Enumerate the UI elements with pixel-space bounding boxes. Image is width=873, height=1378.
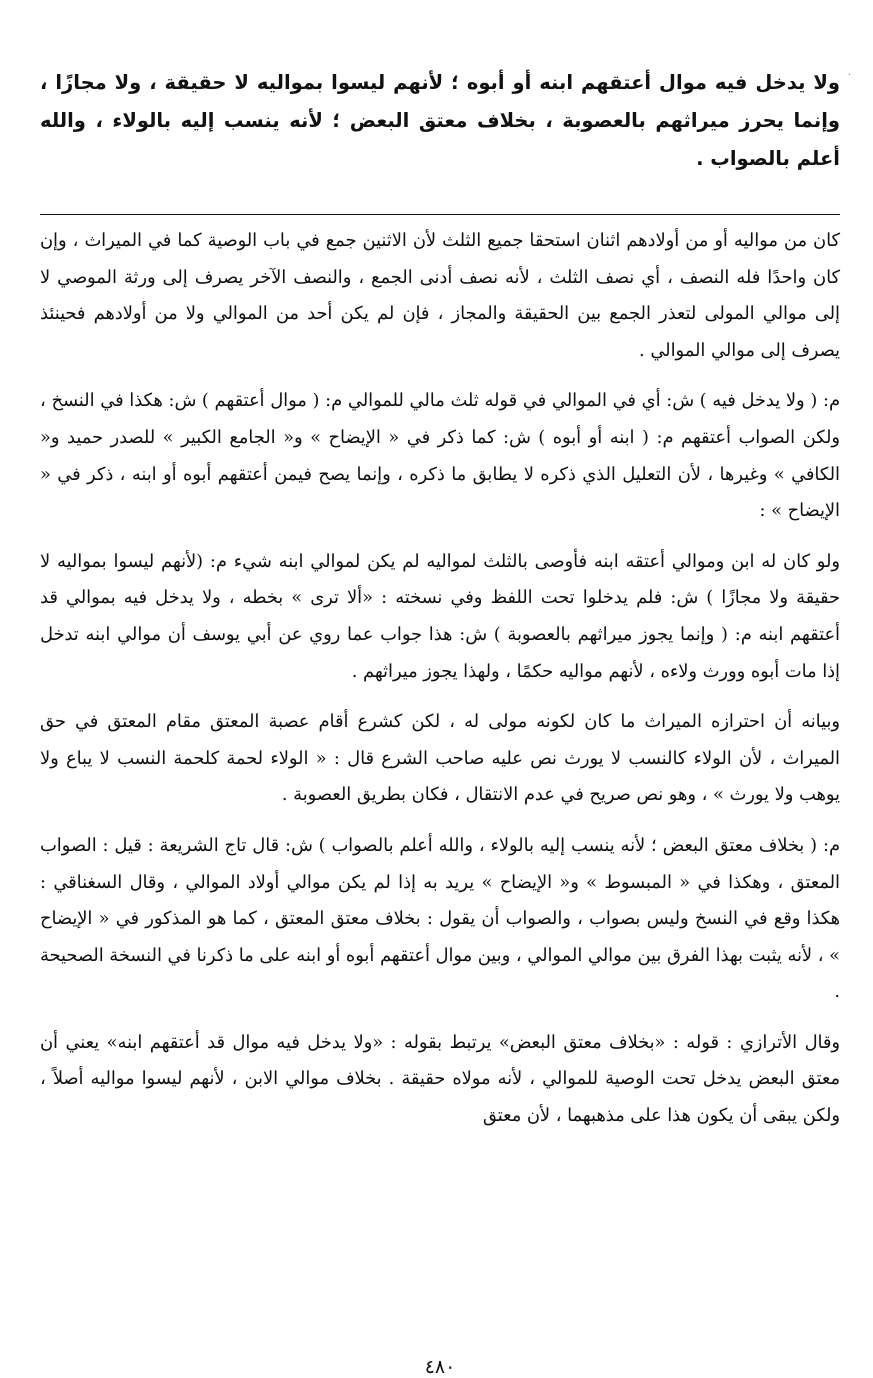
book-page bbox=[40, 56, 840, 1378]
commentary-paragraph: م: ( ولا يدخل فيه ) ش: أي في الموالي في قوله ثلث مالي للموالي م: ( موال أعتقهم ) ش: هكذا في النسخ ، ولكن الصواب أعتقهم م: ( ابنه أو أبوه ) ش: كما ذكر في « الإيضاح » و« الجامع الكبير » للصدر حميد و« الكافي » وغيرها ، لأن التعليل الذي ذكره لا يطابق ما ذكره ، وإنما يصح فيمن أعتقهم أبوه أو ابنه ، ذكر في « الإيضاح » : bbox=[40, 390, 840, 522]
commentary-paragraph: وقال الأترازي : قوله : «بخلاف معتق البعض» يرتبط بقوله : «ولا يدخل فيه موال قد أعتقهم ابنه» يعني أن معتق البعض يدخل تحت الوصية للموالي ، لأنه مولاه حقيقة . بخلاف موالي الابن ، لأنهم ليسوا مواليه أصلاً ، ولكن يبقى أن يكون هذا على مذهبهما ، لأن معتق bbox=[40, 1031, 840, 1127]
commentary-paragraph: وبيانه أن احترازه الميراث ما كان لكونه مولى له ، لكن كشرع أقام عصبة المعتق مقام المعتق في حق الميراث ، لأن الولاء كالنسب لا يورث نص عليه صاحب الشرع قال : « الولاء لحمة كلحمة النسب لا يباع ولا يوهب ولا يورث » ، وهو نص صريح في عدم الانتقال ، فكان بطريق العصوبة . bbox=[40, 711, 840, 806]
main-text-matn: ولا يدخل فيه موال أعتقهم ابنه أو أبوه ؛ لأنهم ليسوا بمواليه لا حقيقة ، ولا مجازًا ، وإنما يحرز ميراثهم بالعصوبة ، بخلاف معتق البعض ؛ لأنه ينسب إليه بالولاء ، والله أعلم بالصواب . bbox=[40, 71, 840, 170]
commentary-paragraph: ولو كان له ابن وموالي أعتقه ابنه فأوصى بالثلث لمواليه لم يكن لموالي ابنه شيء م: (لأنهم ليسوا بمواليه لا حقيقة ولا مجازًا ) ش: فلم يدخلوا تحت اللفظ وفي نسخته : «ألا ترى » بخطه ، ولا يدخل فيه بموالي قد أعتقهم ابنه م: ( وإنما يجوز ميراثهم بالعصوبة ) ش: هذا جواب عما روي عن أبي يوسف أن موالي ابنه تدخل إذا مات أبوه وورث ولاءه ، لأنهم مواليه حكمًا ، ولهذا يجوز ميراثهم . bbox=[40, 550, 840, 682]
commentary-paragraph: كان من مواليه أو من أولادهم اثنان استحقا جميع الثلث لأن الاثنين جمع في باب الوصية كما في الميراث ، وإن كان واحدًا فله النصف ، أي نصف الثلث ، لأنه نصف أدنى الجمع ، والنصف الآخر يصرف إلى ورثة الموصي لا إلى موالي المولى لتعذر الجمع بين الحقيقة والمجاز ، فإن لم يكن أحد من الموالي ولا من أولادهم فحينئذ يصرف إلى موالي الموالي . bbox=[40, 230, 840, 361]
commentary-paragraph: م: ( بخلاف معتق البعض ؛ لأنه ينسب إليه بالولاء ، والله أعلم بالصواب ) ش: قال تاج الشريعة : قيل : الصواب المعتق ، وهكذا في « المبسوط » و« الإيضاح » يريد به إذا لم يكن موالي أولاد الموالي ، وقال السغناقي : هكذا وقع في النسخ وليس بصواب ، والصواب أن يقول : بخلاف معتق المعتق ، كما هو المذكور في « الإيضاح » ، لأنه يثبت بهذا الفرق بين موالي الموالي ، وبين موال أعتقهم أبوه أو ابنه على ما ذكرنا في النسخة الصحيحة . bbox=[40, 834, 840, 1003]
footnote-divider bbox=[40, 214, 840, 215]
page-number: ٤٨٠ bbox=[424, 1356, 456, 1378]
commentary-section bbox=[40, 223, 840, 1135]
margin-mark: · bbox=[847, 70, 851, 81]
